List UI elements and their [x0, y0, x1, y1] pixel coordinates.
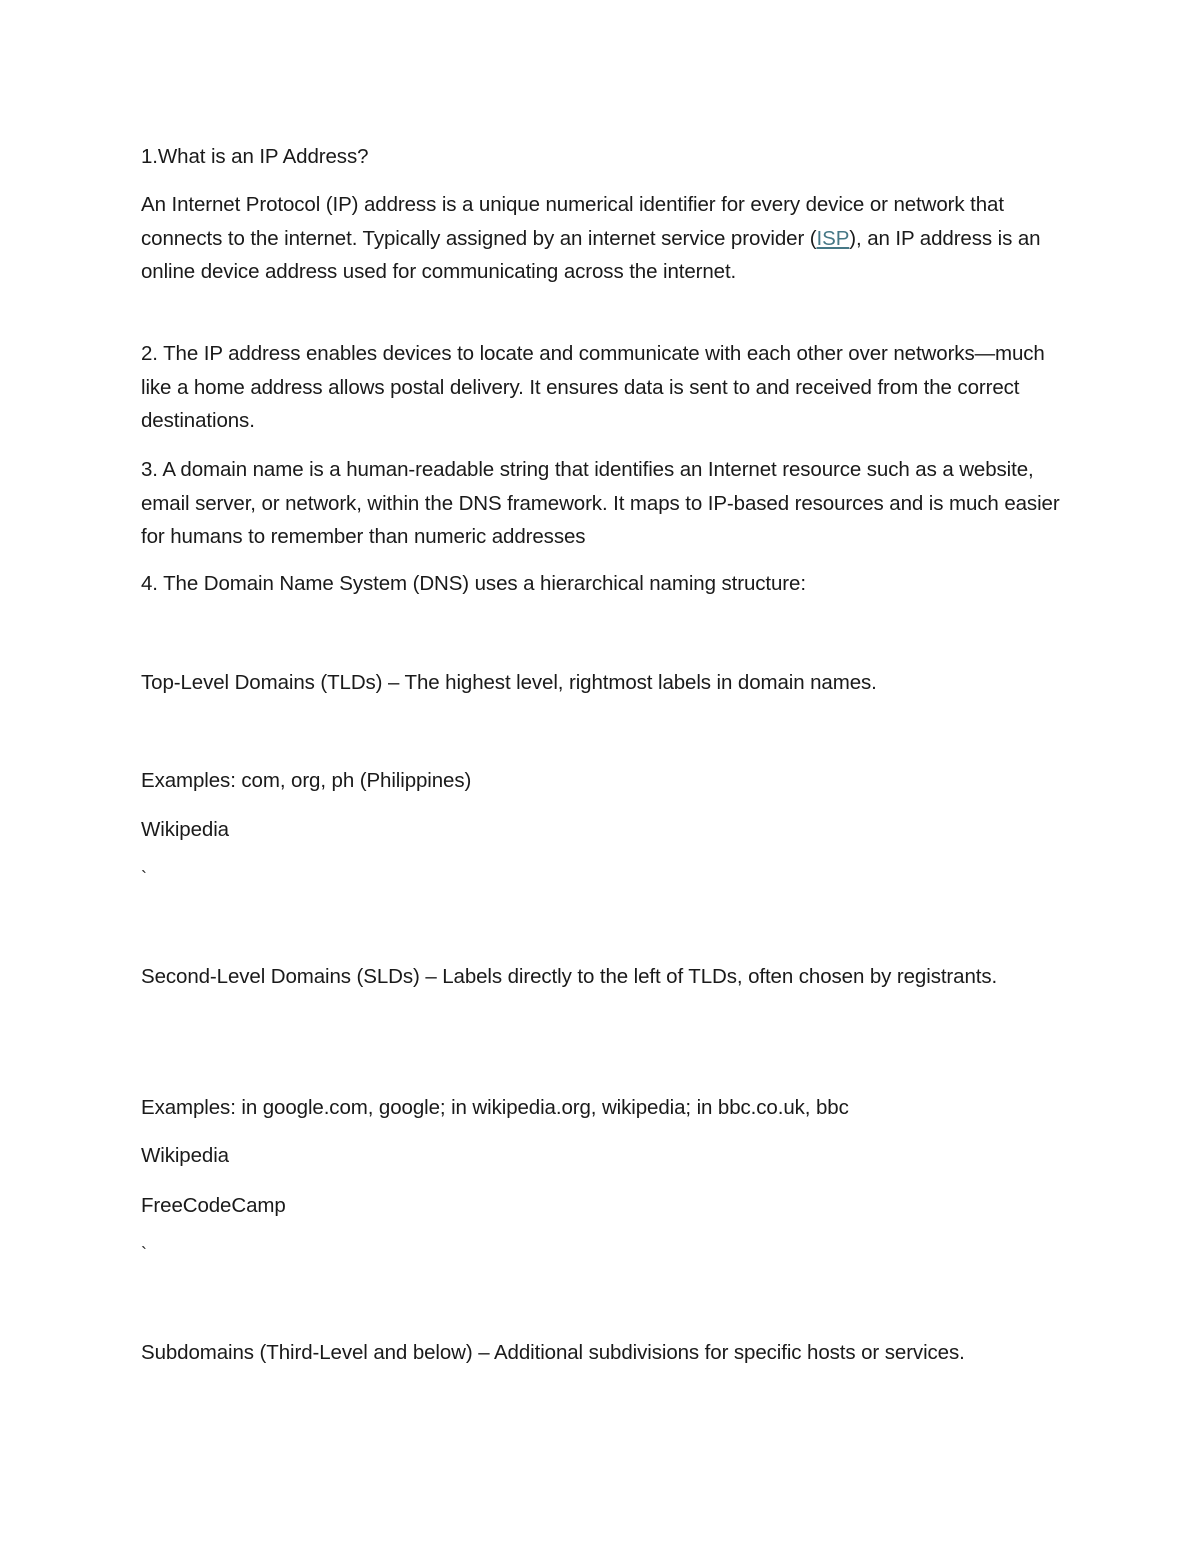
subdomain-description: Subdomains (Third-Level and below) – Additional subdivisions for specific hosts or services.: [141, 1341, 965, 1364]
stray-backtick-2: `: [141, 1244, 147, 1264]
tld-description: Top-Level Domains (TLDs) – The highest level, rightmost labels in domain names.: [141, 671, 877, 694]
heading-ip-address: 1.What is an IP Address?: [141, 145, 369, 168]
paragraph-ip-definition-text-start: An Internet Protocol (IP) address is a unique numerical identifier for every device or network that connects to the internet. Typically assigned by an internet service provider (: [141, 193, 1004, 250]
paragraph-ip-definition-text-end: ), an IP address is an online device address used for communicating across the internet.: [141, 226, 1041, 283]
stray-backtick-1: `: [141, 868, 147, 888]
tld-examples: Examples: com, org, ph (Philippines): [141, 769, 472, 792]
sld-description: Second-Level Domains (SLDs) – Labels directly to the left of TLDs, often chosen by registrants.: [141, 965, 998, 988]
isp-link[interactable]: ISP: [816, 226, 850, 250]
sld-source-wikipedia: Wikipedia: [141, 1144, 229, 1167]
paragraph-domain-name: 3. A domain name is a human-readable string that identifies an Internet resource such as a website, email server, or network, within the DNS framework. It maps to IP-based resources and is much easier for humans to remember than numeric addresses: [141, 458, 1060, 548]
paragraph-ip-purpose: 2. The IP address enables devices to locate and communicate with each other over networks—much like a home address allows postal delivery. It ensures data is sent to and received from the correct destinations.: [141, 342, 1045, 432]
paragraph-ip-definition: [141, 188, 1061, 289]
tld-source-wikipedia: Wikipedia: [141, 818, 229, 841]
sld-examples: Examples: in google.com, google; in wikipedia.org, wikipedia; in bbc.co.uk, bbc: [141, 1096, 849, 1119]
sld-source-freecodecamp: FreeCodeCamp: [141, 1194, 286, 1217]
paragraph-dns-structure: 4. The Domain Name System (DNS) uses a hierarchical naming structure:: [141, 572, 806, 595]
